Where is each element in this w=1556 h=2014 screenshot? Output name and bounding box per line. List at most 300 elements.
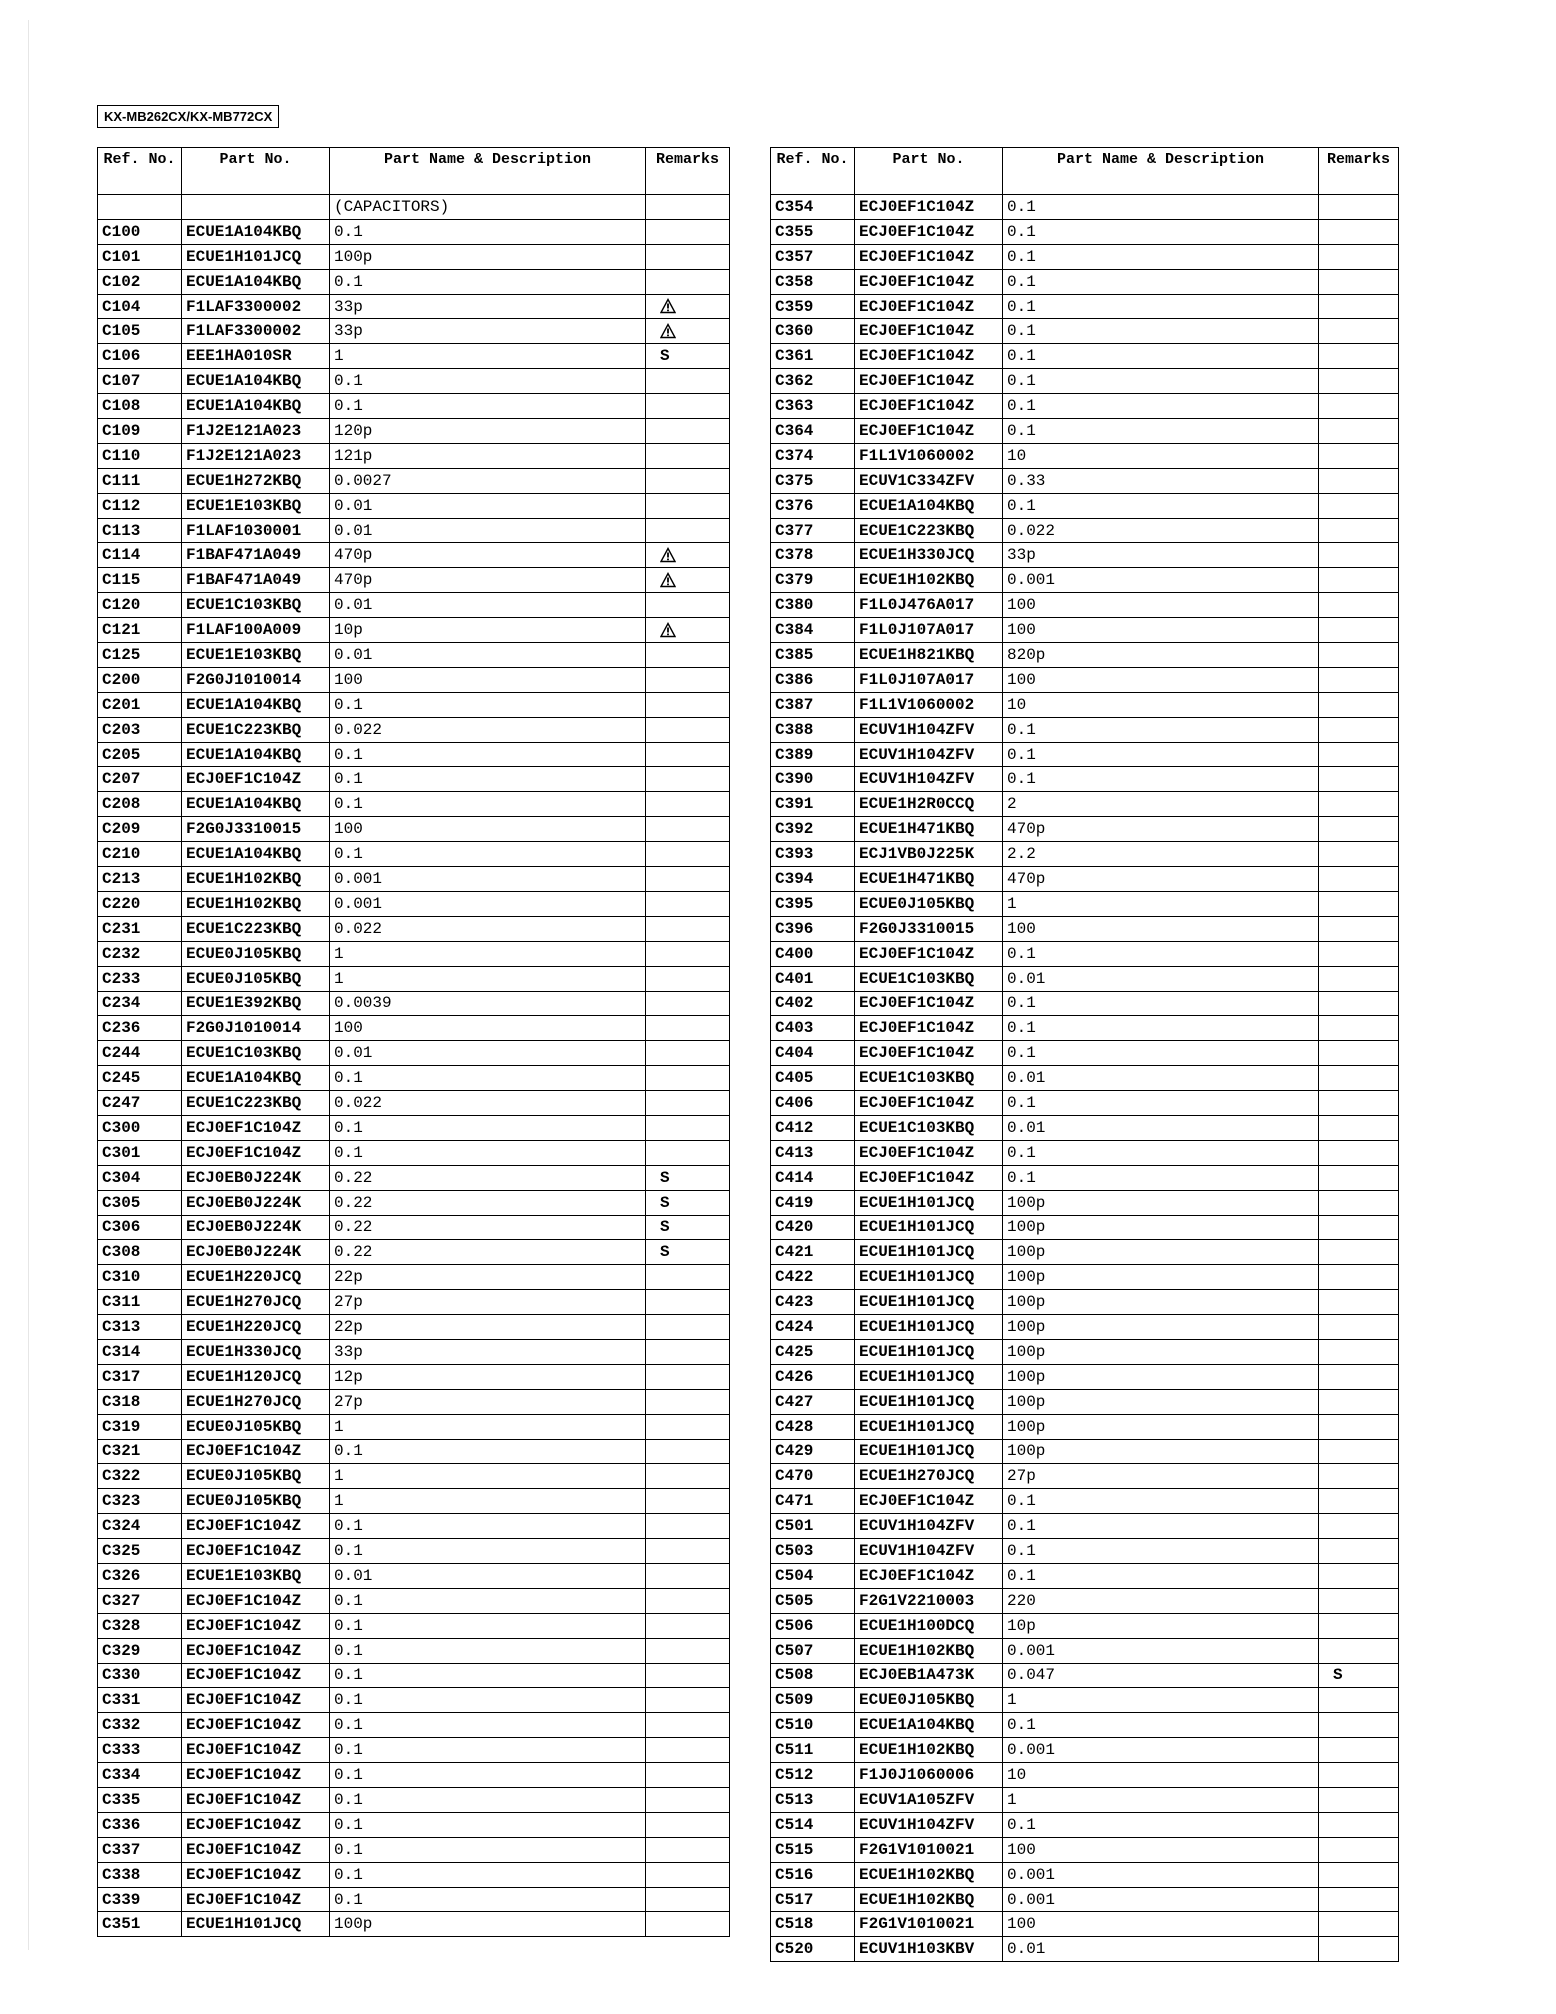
description-cell: 470p xyxy=(330,543,646,568)
table-row xyxy=(98,941,730,966)
remarks-cell xyxy=(1319,1688,1399,1713)
description-cell: 33p xyxy=(330,1339,646,1364)
table-row xyxy=(98,1041,730,1066)
ref-no-cell: C112 xyxy=(98,493,182,518)
description-cell: 0.1 xyxy=(1003,1091,1319,1116)
ref-no-cell: C213 xyxy=(98,867,182,892)
ref-no-cell: C354 xyxy=(771,195,855,220)
part-no-cell: ECJ0EF1C104Z xyxy=(182,1514,330,1539)
ref-no-cell: C507 xyxy=(771,1638,855,1663)
description-cell: 0.001 xyxy=(1003,1887,1319,1912)
remarks-cell xyxy=(646,891,730,916)
table-row xyxy=(98,1066,730,1091)
ref-no-cell: C200 xyxy=(98,667,182,692)
table-row xyxy=(98,1439,730,1464)
description-cell: 1 xyxy=(330,344,646,369)
description-cell: 0.1 xyxy=(330,1862,646,1887)
table-row xyxy=(98,294,730,319)
table-row xyxy=(98,991,730,1016)
ref-no-cell: C421 xyxy=(771,1240,855,1265)
table-row xyxy=(771,1862,1399,1887)
ref-no-cell: C406 xyxy=(771,1091,855,1116)
remarks-cell xyxy=(646,1464,730,1489)
remarks-cell xyxy=(646,1638,730,1663)
description-cell: 0.1 xyxy=(330,742,646,767)
table-row xyxy=(771,1016,1399,1041)
description-cell: 0.1 xyxy=(330,842,646,867)
ref-no-cell: C205 xyxy=(98,742,182,767)
remarks-cell xyxy=(646,1713,730,1738)
ref-no-cell: C305 xyxy=(98,1190,182,1215)
table-row xyxy=(771,618,1399,643)
description-cell: 1 xyxy=(330,941,646,966)
part-no-cell: F2G1V1010021 xyxy=(855,1837,1003,1862)
part-no-cell: ECUV1H104ZFV xyxy=(855,742,1003,767)
part-no-cell: ECUE0J105KBQ xyxy=(182,1464,330,1489)
part-no-cell: ECJ0EF1C104Z xyxy=(182,1763,330,1788)
part-no-cell: F1L0J107A017 xyxy=(855,667,1003,692)
remarks-cell xyxy=(1319,1588,1399,1613)
part-no-cell: ECUV1H104ZFV xyxy=(855,1514,1003,1539)
part-no-cell: ECUE1E103KBQ xyxy=(182,493,330,518)
remarks-cell xyxy=(646,543,730,568)
ref-no-cell: C358 xyxy=(771,269,855,294)
ref-no-cell: C208 xyxy=(98,792,182,817)
ref-no-cell: C388 xyxy=(771,717,855,742)
table-row xyxy=(771,269,1399,294)
table-row xyxy=(771,1215,1399,1240)
ref-no-cell: C207 xyxy=(98,767,182,792)
remarks-cell xyxy=(646,493,730,518)
remarks-cell xyxy=(1319,1240,1399,1265)
ref-no-cell: C426 xyxy=(771,1364,855,1389)
description-cell: 820p xyxy=(1003,643,1319,668)
remarks-cell xyxy=(1319,991,1399,1016)
remarks-cell: S xyxy=(646,1215,730,1240)
remarks-cell xyxy=(646,1862,730,1887)
table-row xyxy=(98,319,730,344)
description-cell: 0.1 xyxy=(1003,1165,1319,1190)
remarks-cell: S xyxy=(646,1190,730,1215)
table-row xyxy=(98,244,730,269)
description-cell: 100 xyxy=(330,1016,646,1041)
remarks-cell xyxy=(1319,667,1399,692)
table-row xyxy=(771,1837,1399,1862)
ref-no-cell: C111 xyxy=(98,468,182,493)
description-cell: 0.01 xyxy=(330,1563,646,1588)
table-row xyxy=(98,543,730,568)
part-no-cell: ECJ0EF1C104Z xyxy=(182,767,330,792)
ref-no-cell: C209 xyxy=(98,817,182,842)
ref-no-cell: C391 xyxy=(771,792,855,817)
part-no-cell: ECUE1C103KBQ xyxy=(855,1115,1003,1140)
ref-no-cell: C375 xyxy=(771,468,855,493)
description-cell: 0.1 xyxy=(1003,195,1319,220)
remarks-cell xyxy=(646,1837,730,1862)
table-row xyxy=(771,1638,1399,1663)
ref-no-cell: C201 xyxy=(98,692,182,717)
remarks-cell xyxy=(1319,394,1399,419)
part-no-cell xyxy=(182,195,330,220)
description-cell: 33p xyxy=(330,319,646,344)
table-row xyxy=(771,294,1399,319)
part-no-cell: F1LAF3300002 xyxy=(182,319,330,344)
ref-no-cell: C355 xyxy=(771,219,855,244)
part-no-cell: F2G0J3310015 xyxy=(182,817,330,842)
table-row xyxy=(98,1688,730,1713)
ref-no-cell: C385 xyxy=(771,643,855,668)
ref-no-cell: C510 xyxy=(771,1713,855,1738)
part-no-cell: ECUE1H101JCQ xyxy=(855,1315,1003,1340)
part-no-cell: ECJ0EF1C104Z xyxy=(182,1887,330,1912)
table-row xyxy=(98,717,730,742)
table-row xyxy=(98,891,730,916)
table-row xyxy=(771,966,1399,991)
ref-no-cell: C105 xyxy=(98,319,182,344)
part-no-cell: F1BAF471A049 xyxy=(182,543,330,568)
table-row xyxy=(98,1514,730,1539)
description-cell: 0.01 xyxy=(330,493,646,518)
table-row xyxy=(771,1240,1399,1265)
part-no-cell: ECJ0EF1C104Z xyxy=(182,1713,330,1738)
ref-no-cell: C396 xyxy=(771,916,855,941)
part-no-cell: F1BAF471A049 xyxy=(182,568,330,593)
remarks-cell xyxy=(1319,219,1399,244)
part-no-cell: ECJ0EF1C104Z xyxy=(855,1140,1003,1165)
table-row xyxy=(98,1364,730,1389)
ref-no-cell: C390 xyxy=(771,767,855,792)
remarks-cell xyxy=(1319,1464,1399,1489)
ref-no-cell: C317 xyxy=(98,1364,182,1389)
ref-no-cell: C377 xyxy=(771,518,855,543)
table-row xyxy=(98,1663,730,1688)
part-no-cell: ECUE1H471KBQ xyxy=(855,867,1003,892)
remarks-cell xyxy=(1319,1439,1399,1464)
remarks-cell xyxy=(646,443,730,468)
part-no-cell: ECUE1H101JCQ xyxy=(855,1414,1003,1439)
description-cell: 0.1 xyxy=(330,1638,646,1663)
part-no-cell: ECUV1C334ZFV xyxy=(855,468,1003,493)
ref-no-cell: C333 xyxy=(98,1738,182,1763)
table-row xyxy=(98,1290,730,1315)
description-cell: 0.1 xyxy=(1003,1713,1319,1738)
ref-no-cell: C339 xyxy=(98,1887,182,1912)
part-no-cell: ECUE0J105KBQ xyxy=(855,1688,1003,1713)
remarks-cell xyxy=(646,667,730,692)
remarks-cell xyxy=(1319,1514,1399,1539)
remarks-cell xyxy=(1319,717,1399,742)
part-no-cell: ECJ0EF1C104Z xyxy=(855,1041,1003,1066)
part-no-cell: ECUE1H101JCQ xyxy=(182,1912,330,1937)
table-row xyxy=(771,1041,1399,1066)
description-cell: 1 xyxy=(330,1489,646,1514)
table-row xyxy=(771,767,1399,792)
remarks-cell: S xyxy=(1319,1663,1399,1688)
remarks-cell xyxy=(1319,1091,1399,1116)
remarks-cell xyxy=(646,1663,730,1688)
description-cell: 100 xyxy=(1003,667,1319,692)
part-no-cell: ECUV1H104ZFV xyxy=(855,767,1003,792)
ref-no-cell: C424 xyxy=(771,1315,855,1340)
part-no-cell: ECJ0EF1C104Z xyxy=(182,1862,330,1887)
remarks-cell xyxy=(1319,618,1399,643)
part-no-cell: ECJ0EF1C104Z xyxy=(855,219,1003,244)
ref-no-cell: C330 xyxy=(98,1663,182,1688)
description-cell: 100p xyxy=(330,244,646,269)
remarks-cell xyxy=(646,1514,730,1539)
parts-table-right xyxy=(770,147,1399,1962)
ref-no-cell: C247 xyxy=(98,1091,182,1116)
parts-table-body-right xyxy=(771,195,1399,1962)
ref-no-cell: C311 xyxy=(98,1290,182,1315)
description-cell: 0.1 xyxy=(1003,493,1319,518)
remarks-cell xyxy=(1319,1837,1399,1862)
remarks-header: Remarks xyxy=(1319,148,1399,195)
part-no-cell: ECJ0EF1C104Z xyxy=(855,1016,1003,1041)
part-no-cell: ECJ0EF1C104Z xyxy=(855,419,1003,444)
part-no-cell: ECUE1A104KBQ xyxy=(182,1066,330,1091)
ref-no-cell: C412 xyxy=(771,1115,855,1140)
description-cell: 0.22 xyxy=(330,1165,646,1190)
part-no-cell: ECJ0EF1C104Z xyxy=(182,1812,330,1837)
table-row xyxy=(98,344,730,369)
part-no-cell: F1L0J476A017 xyxy=(855,593,1003,618)
remarks-cell xyxy=(1319,419,1399,444)
table-row xyxy=(771,593,1399,618)
safety-warning-icon xyxy=(660,622,676,638)
ref-no-cell: C120 xyxy=(98,593,182,618)
table-row xyxy=(98,419,730,444)
remarks-cell xyxy=(1319,593,1399,618)
ref-no-cell: C503 xyxy=(771,1539,855,1564)
description-cell: 0.1 xyxy=(1003,369,1319,394)
part-no-cell: ECJ0EF1C104Z xyxy=(855,394,1003,419)
ref-no-cell: C405 xyxy=(771,1066,855,1091)
part-no-header: Part No. xyxy=(182,148,330,195)
table-row xyxy=(98,1389,730,1414)
part-no-cell: ECUE1H2R0CCQ xyxy=(855,792,1003,817)
description-cell: 10 xyxy=(1003,692,1319,717)
description-cell: 0.01 xyxy=(1003,1066,1319,1091)
ref-no-cell: C328 xyxy=(98,1613,182,1638)
table-row xyxy=(771,543,1399,568)
remarks-cell xyxy=(646,1016,730,1041)
description-cell: 0.001 xyxy=(1003,1738,1319,1763)
description-cell: 0.1 xyxy=(330,1613,646,1638)
ref-no-cell: C401 xyxy=(771,966,855,991)
remarks-cell xyxy=(646,195,730,220)
part-no-cell: ECUE0J105KBQ xyxy=(182,1414,330,1439)
description-cell: 0.1 xyxy=(1003,219,1319,244)
description-cell: 220 xyxy=(1003,1588,1319,1613)
ref-no-cell: C334 xyxy=(98,1763,182,1788)
remarks-cell xyxy=(1319,1190,1399,1215)
ref-no-cell: C359 xyxy=(771,294,855,319)
remarks-cell xyxy=(646,1763,730,1788)
table-row xyxy=(98,269,730,294)
ref-no-cell: C313 xyxy=(98,1315,182,1340)
ref-no-cell: C387 xyxy=(771,692,855,717)
ref-no-cell: C470 xyxy=(771,1464,855,1489)
remarks-cell xyxy=(1319,1339,1399,1364)
ref-no-cell: C512 xyxy=(771,1763,855,1788)
remarks-cell xyxy=(646,1041,730,1066)
description-cell: 0.1 xyxy=(330,1066,646,1091)
description-cell: 100 xyxy=(330,667,646,692)
description-cell: 0.022 xyxy=(330,1091,646,1116)
remarks-cell xyxy=(1319,518,1399,543)
description-cell: 1 xyxy=(330,1414,646,1439)
part-no-cell: F1J2E121A023 xyxy=(182,443,330,468)
ref-no-cell: C361 xyxy=(771,344,855,369)
description-cell: 0.1 xyxy=(330,1812,646,1837)
table-row xyxy=(98,1539,730,1564)
remarks-cell xyxy=(646,1439,730,1464)
table-row xyxy=(98,1638,730,1663)
table-row xyxy=(771,1165,1399,1190)
part-no-cell: ECUE1A104KBQ xyxy=(182,842,330,867)
table-row xyxy=(98,518,730,543)
ref-no-cell: C518 xyxy=(771,1912,855,1937)
remarks-cell xyxy=(646,966,730,991)
part-no-cell: ECUE1C223KBQ xyxy=(182,1091,330,1116)
part-no-cell: ECJ0EF1C104Z xyxy=(855,991,1003,1016)
remarks-cell xyxy=(1319,1414,1399,1439)
remarks-cell xyxy=(1319,568,1399,593)
remarks-cell xyxy=(1319,1763,1399,1788)
description-cell: 100p xyxy=(1003,1315,1319,1340)
ref-no-cell: C101 xyxy=(98,244,182,269)
ref-no-cell: C378 xyxy=(771,543,855,568)
part-no-cell: ECUE1H471KBQ xyxy=(855,817,1003,842)
remarks-cell xyxy=(1319,244,1399,269)
remarks-cell xyxy=(1319,842,1399,867)
description-cell: 1 xyxy=(1003,891,1319,916)
description-cell: 100p xyxy=(330,1912,646,1937)
part-no-cell: ECJ0EB0J224K xyxy=(182,1215,330,1240)
part-no-cell: ECJ0EF1C104Z xyxy=(855,1165,1003,1190)
description-cell: 33p xyxy=(330,294,646,319)
part-no-cell: ECJ0EB1A473K xyxy=(855,1663,1003,1688)
description-cell: 0.1 xyxy=(1003,941,1319,966)
remarks-cell xyxy=(1319,817,1399,842)
table-row xyxy=(98,1738,730,1763)
description-cell: 100p xyxy=(1003,1240,1319,1265)
table-row xyxy=(771,991,1399,1016)
ref-no-cell: C232 xyxy=(98,941,182,966)
part-no-cell: ECJ0EF1C104Z xyxy=(182,1738,330,1763)
description-cell: 0.01 xyxy=(330,593,646,618)
description-cell: 0.022 xyxy=(330,916,646,941)
table-row xyxy=(771,1414,1399,1439)
remarks-cell xyxy=(1319,1041,1399,1066)
table-row xyxy=(98,1165,730,1190)
remarks-cell xyxy=(646,1887,730,1912)
description-cell: 0.022 xyxy=(330,717,646,742)
part-no-cell: ECUE1H101JCQ xyxy=(855,1364,1003,1389)
description-cell: 100 xyxy=(1003,618,1319,643)
remarks-cell xyxy=(646,593,730,618)
remarks-cell xyxy=(1319,792,1399,817)
description-cell: 100p xyxy=(1003,1339,1319,1364)
safety-warning-icon xyxy=(660,298,676,314)
part-no-cell: ECJ0EF1C104Z xyxy=(182,1439,330,1464)
part-no-cell: F1LAF100A009 xyxy=(182,618,330,643)
ref-no-cell: C380 xyxy=(771,593,855,618)
part-no-cell: ECJ0EF1C104Z xyxy=(855,269,1003,294)
description-cell: 100p xyxy=(1003,1190,1319,1215)
ref-no-cell: C321 xyxy=(98,1439,182,1464)
remarks-cell xyxy=(1319,1937,1399,1962)
part-no-cell: ECUE1H101JCQ xyxy=(855,1190,1003,1215)
table-row xyxy=(771,1937,1399,1962)
ref-no-cell: C501 xyxy=(771,1514,855,1539)
table-row xyxy=(771,1066,1399,1091)
part-no-cell: ECUE1H101JCQ xyxy=(182,244,330,269)
remarks-cell xyxy=(646,1738,730,1763)
ref-no-cell: C308 xyxy=(98,1240,182,1265)
description-cell: 0.1 xyxy=(1003,1140,1319,1165)
part-no-cell: ECUE1C223KBQ xyxy=(855,518,1003,543)
remarks-cell xyxy=(1319,344,1399,369)
description-cell: 0.1 xyxy=(330,692,646,717)
part-no-cell: F1L1V1060002 xyxy=(855,692,1003,717)
ref-no-cell: C115 xyxy=(98,568,182,593)
remarks-cell xyxy=(1319,269,1399,294)
ref-no-cell: C324 xyxy=(98,1514,182,1539)
table-row xyxy=(771,891,1399,916)
part-no-cell: F2G0J1010014 xyxy=(182,1016,330,1041)
table-row xyxy=(771,1613,1399,1638)
description-header: Part Name & Description xyxy=(1003,148,1319,195)
ref-no-cell: C471 xyxy=(771,1489,855,1514)
part-no-cell: EEE1HA010SR xyxy=(182,344,330,369)
part-no-cell: ECUE1C103KBQ xyxy=(182,593,330,618)
ref-no-cell: C508 xyxy=(771,1663,855,1688)
part-no-cell: ECUE1H101JCQ xyxy=(855,1265,1003,1290)
description-cell: 0.1 xyxy=(1003,767,1319,792)
table-row xyxy=(98,1788,730,1813)
description-cell: 0.0027 xyxy=(330,468,646,493)
table-row xyxy=(98,667,730,692)
remarks-cell xyxy=(1319,195,1399,220)
ref-no-cell: C364 xyxy=(771,419,855,444)
part-no-cell: ECUE0J105KBQ xyxy=(182,966,330,991)
part-no-cell: ECUE0J105KBQ xyxy=(182,1489,330,1514)
remarks-cell xyxy=(646,1389,730,1414)
table-row xyxy=(98,1613,730,1638)
part-no-cell: ECUE1A104KBQ xyxy=(182,742,330,767)
remarks-cell xyxy=(1319,1290,1399,1315)
table-row xyxy=(98,1713,730,1738)
remarks-cell xyxy=(646,742,730,767)
ref-no-cell: C360 xyxy=(771,319,855,344)
part-no-cell: ECJ0EF1C104Z xyxy=(182,1613,330,1638)
remarks-cell: S xyxy=(646,1240,730,1265)
table-row xyxy=(771,1315,1399,1340)
description-cell: 0.1 xyxy=(330,1140,646,1165)
ref-no-cell: C102 xyxy=(98,269,182,294)
remarks-cell xyxy=(1319,1140,1399,1165)
description-cell: 10p xyxy=(1003,1613,1319,1638)
description-cell: 470p xyxy=(330,568,646,593)
part-no-cell: ECUE1H120JCQ xyxy=(182,1364,330,1389)
part-no-cell: ECUE1C223KBQ xyxy=(182,717,330,742)
ref-no-cell: C392 xyxy=(771,817,855,842)
table-row xyxy=(98,1763,730,1788)
table-row xyxy=(98,867,730,892)
ref-no-cell: C231 xyxy=(98,916,182,941)
